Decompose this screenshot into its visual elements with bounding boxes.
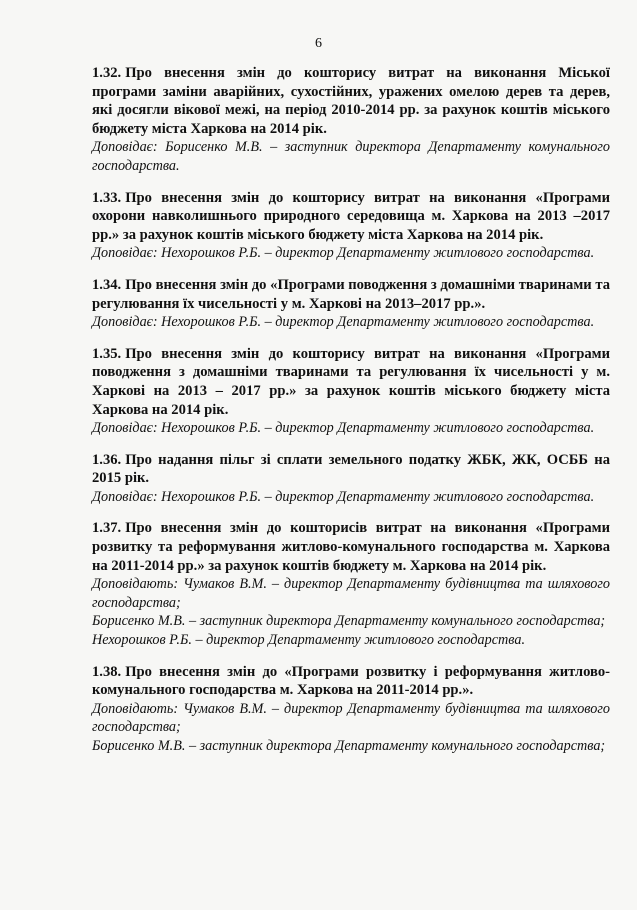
reporter-line: Доповідають: Чумаков В.М. – директор Департаменту будівництва та шляхового господарства;: [92, 700, 610, 736]
agenda-item-1-33: [92, 189, 610, 263]
agenda-list: [92, 64, 610, 769]
reporter-line: Доповідає: Нехорошков Р.Б. – директор Департаменту житлового господарства.: [92, 314, 595, 331]
agenda-item-title: [92, 345, 610, 419]
agenda-item-title: [92, 64, 610, 138]
agenda-item-text: Про внесення змін до кошторису витрат на виконання «Програми поводження з домашніми тваринами та регулювання їх чисельності у м. Харкові на 2013 – 2017 рр.» за рахунок коштів міського бюджету міста Харкова на 2014 рік.: [92, 345, 610, 418]
agenda-item-text: Про надання пільг зі сплати земельного податку ЖБК, ЖК, ОСББ на 2015 рік.: [92, 451, 610, 487]
reporter-line: Доповідає: Нехорошков Р.Б. – директор Департаменту житлового господарства.: [92, 420, 595, 437]
reporter-line: Доповідають: Чумаков В.М. – директор Департаменту будівництва та шляхового господарства;: [92, 576, 610, 611]
reporter-line: Борисенко М.В. – заступник директора Департаменту комунального господарства;: [92, 613, 606, 630]
reporter-line: Борисенко М.В. – заступник директора Департаменту комунального господарства;: [92, 738, 606, 754]
agenda-item-title: [92, 451, 610, 488]
agenda-item-number: 1.37.: [92, 520, 122, 537]
agenda-item-1-36: [92, 451, 610, 507]
reporter-line: Доповідає: Нехорошков Р.Б. – директор Департаменту житлового господарства.: [92, 245, 595, 262]
agenda-item-text: Про внесення змін до «Програми поводження з домашніми тваринами та регулювання їх чисельності у м. Харкові на 2013–2017 рр.».: [92, 276, 610, 312]
agenda-item-number: 1.33.: [92, 189, 122, 206]
reporter-line: Доповідає: Борисенко М.В. – заступник директора Департаменту комунального господарства.: [92, 139, 610, 174]
agenda-item-number: 1.34.: [92, 276, 122, 293]
agenda-item-number: 1.36.: [92, 451, 122, 468]
agenda-item-text: Про внесення змін до кошторису витрат на виконання «Програми охорони навколишнього природного середовища м. Харкова на 2013 –2017 рр.» за рахунок коштів міського бюджету міста Харкова на 2014 рік.: [92, 189, 610, 243]
agenda-item-number: 1.38.: [92, 663, 122, 680]
agenda-item-1-38: [92, 663, 610, 756]
agenda-item-number: 1.35.: [92, 345, 122, 362]
agenda-item-title: [92, 663, 610, 700]
agenda-item-title: [92, 519, 610, 575]
agenda-item-text: Про внесення змін до кошторисів витрат на виконання «Програми розвитку та реформування житлово-комунального господарства м. Харкова на 2011-2014 рр.» за рахунок коштів бюджету м. Харкова на 2014 рік.: [92, 520, 610, 574]
agenda-item-number: 1.32.: [92, 65, 122, 81]
agenda-item-1-34: [92, 276, 610, 332]
page-number: 6: [315, 36, 322, 51]
reporter-line: Нехорошков Р.Б. – директор Департаменту житлового господарства.: [92, 632, 525, 649]
reporter-line: Доповідає: Нехорошков Р.Б. – директор Департаменту житлового господарства.: [92, 488, 595, 505]
agenda-item-1-32: [92, 64, 610, 176]
agenda-item-text: Про внесення змін до кошторису витрат на виконання Міської програми заміни аварійних, сухостійних, уражених омелою дерев та дерев, які досягли вікової межі, на період 2010-2014 рр. за рахунок коштів міського бюджету міста Харкова на 2014 рік.: [92, 65, 610, 137]
agenda-item-1-37: [92, 519, 610, 649]
agenda-item-title: [92, 189, 610, 245]
agenda-item-1-35: [92, 345, 610, 438]
agenda-item-title: [92, 276, 610, 313]
agenda-item-text: Про внесення змін до «Програми розвитку і реформування житлово-комунального господарства м. Харкова на 2011-2014 рр.».: [92, 663, 610, 699]
